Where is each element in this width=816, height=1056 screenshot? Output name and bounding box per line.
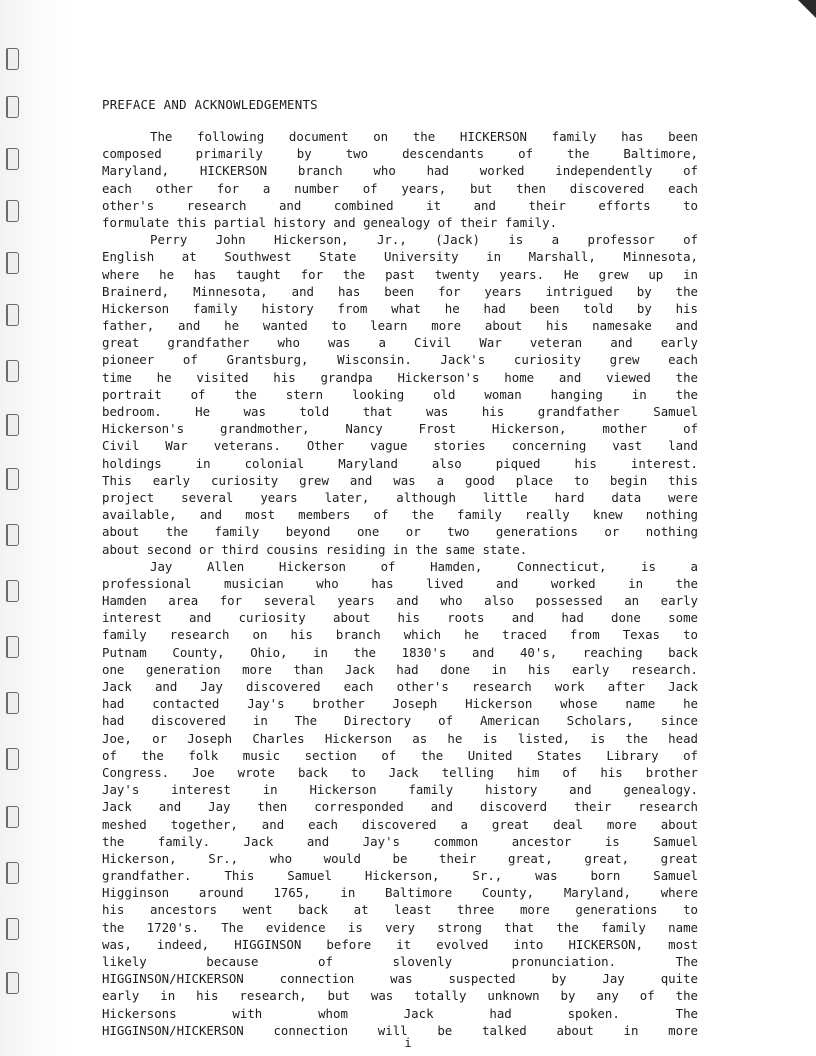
page-number: i <box>404 1036 412 1050</box>
punch-hole <box>6 918 19 940</box>
paragraph <box>102 128 698 231</box>
paragraph <box>102 231 698 558</box>
text-line: early in his research, but was totally unknown by any of the <box>102 988 698 1004</box>
binding-holes <box>0 0 30 1056</box>
text-line: Congress. Joe wrote back to Jack telling him of his brother <box>102 764 698 780</box>
text-line: Brainerd, Minnesota, and has been for years intrigued by the <box>102 283 698 299</box>
paragraph <box>102 558 698 1039</box>
text-line: Hickersons with whom Jack had spoken. The <box>102 1005 698 1021</box>
text-line: Perry John Hickerson, Jr., (Jack) is a professor of <box>150 232 698 248</box>
punch-hole <box>6 414 19 436</box>
text-line: Jay Allen Hickerson of Hamden, Connecticut, is a <box>150 558 698 574</box>
text-line: Jack and Jay then corresponded and discoverd their research <box>102 799 698 815</box>
punch-hole <box>6 360 19 382</box>
text-line: the 1720's. The evidence is very strong that the family name <box>102 919 698 935</box>
text-line: Higginson around 1765, in Baltimore County, Maryland, where <box>102 885 698 901</box>
text-line: holdings in colonial Maryland also piqued his interest. <box>102 455 698 471</box>
text-line: portrait of the stern looking old woman hanging in the <box>102 386 698 402</box>
text-line: was, indeed, HIGGINSON before it evolved into HICKERSON, most <box>102 936 698 952</box>
punch-hole <box>6 304 19 326</box>
text-line: his ancestors went back at least three more generations to <box>102 902 698 918</box>
punch-hole <box>6 862 19 884</box>
punch-hole <box>6 524 19 546</box>
punch-hole <box>6 252 19 274</box>
text-line: had contacted Jay's brother Joseph Hickerson whose name he <box>102 696 698 712</box>
text-line: HIGGINSON/HICKERSON connection will be talked about in more <box>102 1022 698 1038</box>
text-line: Hickerson's grandmother, Nancy Frost Hickerson, mother of <box>102 421 698 437</box>
punch-hole <box>6 636 19 658</box>
punch-hole <box>6 748 19 770</box>
text-line: Civil War veterans. Other vague stories concerning vast land <box>102 438 698 454</box>
text-line: pioneer of Grantsburg, Wisconsin. Jack's curiosity grew each <box>102 352 698 368</box>
text-line: Jay's interest in Hickerson family history and genealogy. <box>102 782 698 798</box>
text-line: father, and he wanted to learn more about his namesake and <box>102 318 698 334</box>
punch-hole <box>6 468 19 490</box>
text-line: where he has taught for the past twenty years. He grew up in <box>102 266 698 282</box>
punch-hole <box>6 200 19 222</box>
text-line: professional musician who has lived and worked in the <box>102 575 698 591</box>
text-line: Maryland, HICKERSON branch who had worked independently of <box>102 163 698 179</box>
text-line: about second or third cousins residing in the same state. <box>102 541 528 557</box>
punch-hole <box>6 806 19 828</box>
text-line: about the family beyond one or two generations or nothing <box>102 524 698 540</box>
text-line: Hickerson family history from what he had been told by his <box>102 300 698 316</box>
text-line: Hamden area for several years and who also possessed an early <box>102 593 698 609</box>
text-line: project several years later, although little hard data were <box>102 489 698 505</box>
text-line: one generation more than Jack had done in his early research. <box>102 661 698 677</box>
text-line: composed primarily by two descendants of the Baltimore, <box>102 146 698 162</box>
text-line: The following document on the HICKERSON family has been <box>150 129 698 144</box>
punch-hole <box>6 48 19 70</box>
text-line: time he visited his grandpa Hickerson's home and viewed the <box>102 369 698 385</box>
text-line: the family. Jack and Jay's common ancestor is Samuel <box>102 833 698 849</box>
text-line: of the folk music section of the United States Library of <box>102 747 698 763</box>
text-line: family research on his branch which he traced from Texas to <box>102 627 698 643</box>
text-line: other's research and combined it and their efforts to <box>102 197 698 213</box>
text-line: This early curiosity grew and was a good place to begin this <box>102 472 698 488</box>
text-line: each other for a number of years, but then discovered each <box>102 180 698 196</box>
text-line: bedroom. He was told that was his grandfather Samuel <box>102 404 698 419</box>
text-line: had discovered in The Directory of American Scholars, since <box>102 713 698 729</box>
punch-hole <box>6 148 19 170</box>
punch-hole <box>6 972 19 994</box>
text-line: grandfather. This Samuel Hickerson, Sr., was born Samuel <box>102 868 698 884</box>
text-line: Joe, or Joseph Charles Hickerson as he is listed, is the head <box>102 730 698 746</box>
text-line: likely because of slovenly pronunciation. The <box>102 954 698 969</box>
text-line: formulate this partial history and genealogy of their family. <box>102 214 558 230</box>
paragraphs-container <box>102 128 698 1039</box>
text-line: HIGGINSON/HICKERSON connection was suspected by Jay quite <box>102 971 698 987</box>
section-heading: PREFACE AND ACKNOWLEDGEMENTS <box>102 97 318 112</box>
text-line: Putnam County, Ohio, in the 1830's and 40's, reaching back <box>102 644 698 660</box>
text-line: available, and most members of the family really knew nothing <box>102 507 698 523</box>
document-body <box>102 96 698 1039</box>
punch-hole <box>6 692 19 714</box>
text-line: English at Southwest State University in Marshall, Minnesota, <box>102 249 698 265</box>
text-line: meshed together, and each discovered a great deal more about <box>102 816 698 832</box>
punch-hole <box>6 580 19 602</box>
text-line: Hickerson, Sr., who would be their great, great, great <box>102 850 698 866</box>
punch-hole <box>6 96 19 118</box>
page-corner-fold <box>798 0 816 18</box>
text-line: great grandfather who was a Civil War veteran and early <box>102 335 698 351</box>
text-line: interest and curiosity about his roots and had done some <box>102 610 698 626</box>
text-line: Jack and Jay discovered each other's research work after Jack <box>102 679 698 694</box>
